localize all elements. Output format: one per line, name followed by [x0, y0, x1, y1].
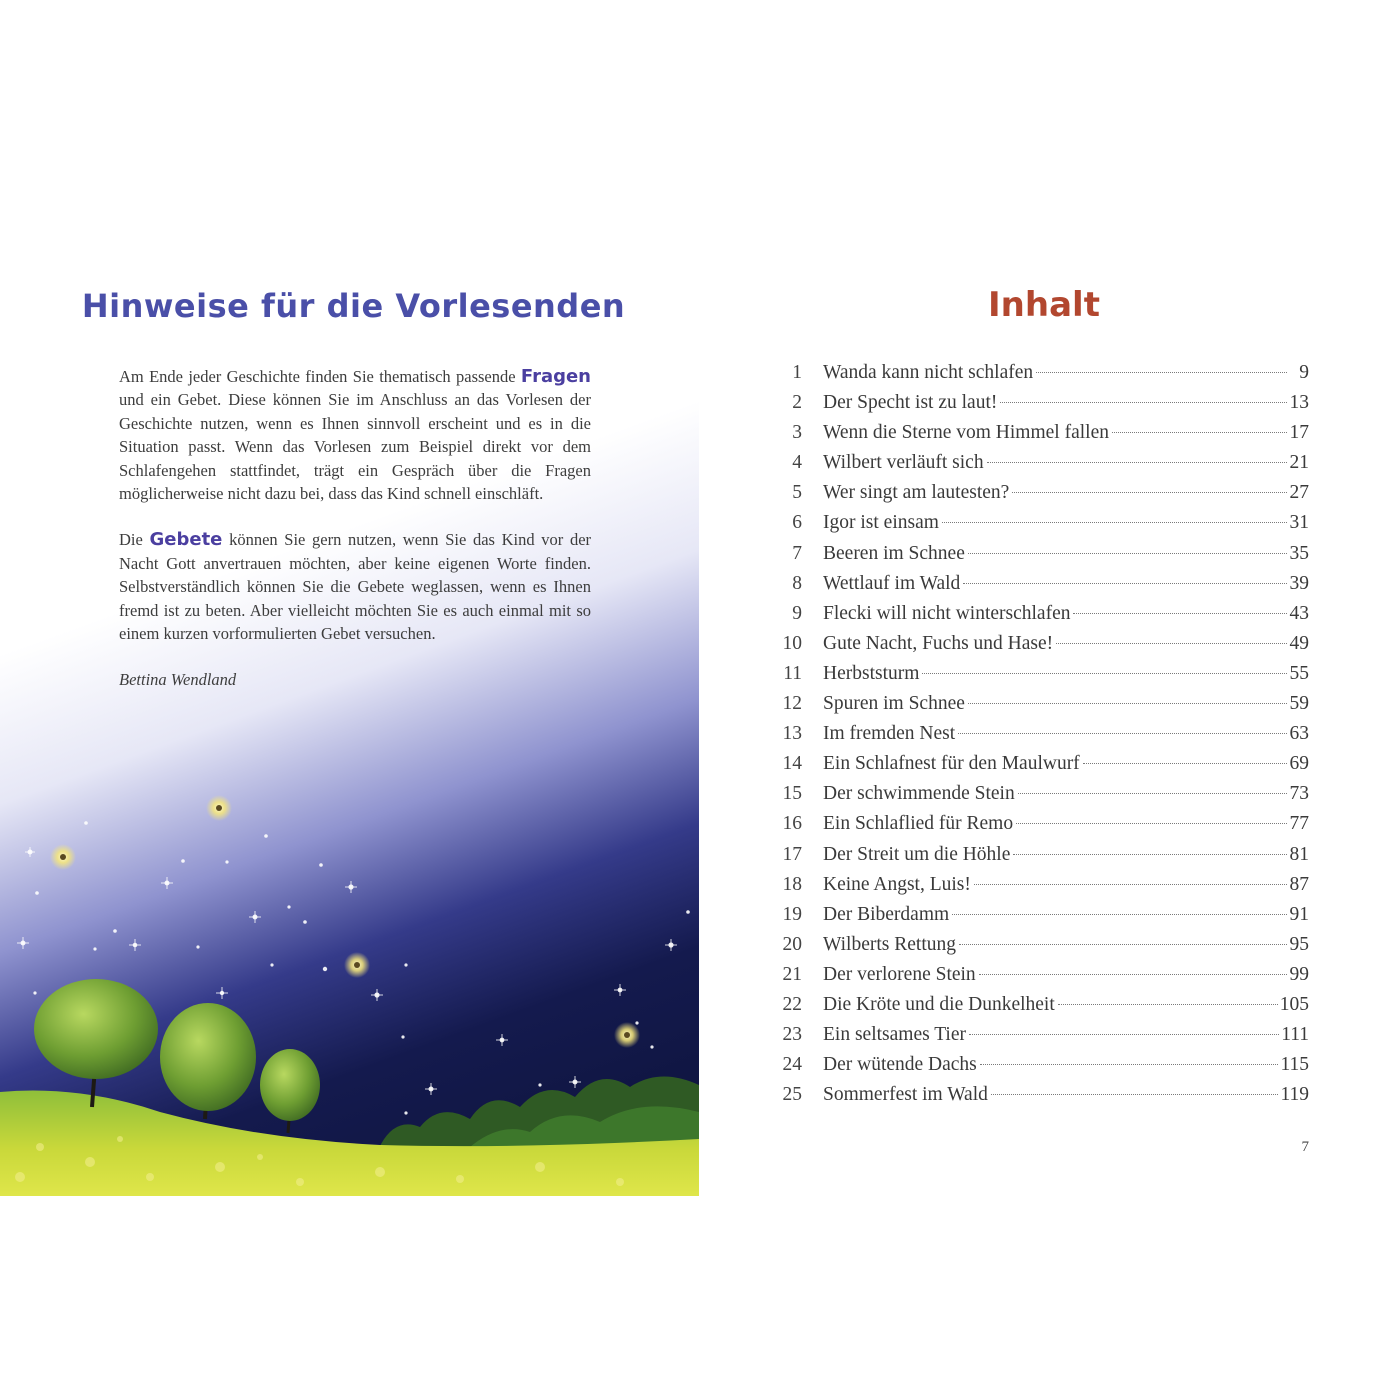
highlight-fragen: Fragen: [520, 366, 591, 387]
toc-entry-number: 3: [792, 422, 802, 444]
paragraph-questions: [119, 365, 591, 505]
toc-entry: [775, 1084, 1309, 1114]
toc-entry-number: 14: [782, 753, 802, 775]
toc-dot-leader: [1018, 793, 1287, 794]
toc-dot-leader: [968, 703, 1287, 704]
page-number: 7: [1301, 1139, 1309, 1155]
toc-entry-page: 17: [1289, 422, 1309, 444]
toc-entry-page: 31: [1289, 512, 1309, 534]
toc-dot-leader: [1000, 402, 1287, 403]
toc-entry: [775, 663, 1309, 693]
toc-entry-number: 21: [782, 963, 802, 985]
toc-entry-page: 115: [1280, 1054, 1309, 1076]
toc-entry-page: 39: [1289, 572, 1309, 594]
toc-entry: [775, 512, 1309, 542]
toc-entry-title: Flecki will nicht winterschlafen: [823, 602, 1071, 624]
toc-entry: [775, 482, 1309, 512]
toc-entry-title: Herbststurm: [823, 662, 920, 684]
toc-entry-page: 49: [1289, 632, 1309, 654]
toc-entry: [775, 874, 1309, 904]
toc-entry-number: 15: [782, 783, 802, 805]
toc-entry-number: 18: [782, 873, 802, 895]
toc-dot-leader: [1083, 763, 1287, 764]
toc-entry-number: 13: [782, 723, 802, 745]
toc-entry: [775, 964, 1309, 994]
toc-entry-number: 1: [792, 362, 802, 383]
toc-entry: [775, 573, 1309, 603]
toc-entry-number: 25: [782, 1084, 802, 1106]
toc-entry-title: Keine Angst, Luis!: [823, 873, 971, 895]
toc-entry-page: 87: [1289, 873, 1309, 895]
toc-entry: [775, 392, 1309, 422]
toc-entry-title: Spuren im Schnee: [823, 693, 965, 715]
toc-title: Inhalt: [988, 285, 1100, 325]
toc-entry-page: 55: [1289, 662, 1309, 684]
toc-entry-number: 6: [792, 512, 802, 534]
toc-entry-title: Wanda kann nicht schlafen: [823, 362, 1034, 383]
toc-dot-leader: [958, 733, 1287, 734]
toc-entry-number: 19: [782, 903, 802, 925]
toc-entry-page: 81: [1289, 843, 1309, 865]
toc-entry: [775, 753, 1309, 783]
toc-entry: [775, 422, 1309, 452]
paragraph-text: Am Ende jeder Geschichte finden Sie thematisch passende: [119, 367, 516, 386]
toc-entry: [775, 603, 1309, 633]
toc-entry-page: 59: [1289, 693, 1309, 715]
left-page-body: [119, 365, 591, 715]
toc-entry-page: 73: [1289, 783, 1309, 805]
toc-entry-title: Wilbert verläuft sich: [823, 452, 984, 474]
toc-entry-number: 7: [792, 542, 802, 564]
toc-entry-title: Ein Schlaflied für Remo: [823, 813, 1014, 835]
toc-dot-leader: [1058, 1004, 1278, 1005]
toc-entry: [775, 783, 1309, 813]
toc-entry-title: Wettlauf im Wald: [823, 572, 961, 594]
toc-entry: [775, 452, 1309, 482]
toc-entry-page: 95: [1289, 933, 1309, 955]
table-of-contents: [775, 362, 1309, 1114]
toc-entry-title: Der Biberdamm: [823, 903, 950, 925]
left-page: [0, 207, 699, 1196]
toc-entry: [775, 362, 1309, 392]
toc-dot-leader: [1056, 643, 1287, 644]
toc-entry-title: Beeren im Schnee: [823, 542, 965, 564]
toc-entry-number: 23: [782, 1024, 802, 1046]
toc-entry-title: Ein Schlafnest für den Maulwurf: [823, 753, 1080, 775]
toc-dot-leader: [1012, 492, 1287, 493]
toc-entry: [775, 633, 1309, 663]
toc-entry-number: 11: [783, 662, 802, 684]
toc-entry-page: 63: [1289, 723, 1309, 745]
highlight-gebete: Gebete: [149, 529, 223, 551]
toc-entry-number: 16: [782, 813, 802, 835]
left-page-title: Hinweise für die Vorlesenden: [81, 287, 626, 325]
paragraph-text: Die: [119, 530, 143, 550]
toc-entry-title: Wer singt am lautesten?: [823, 482, 1010, 504]
toc-entry-page: 77: [1289, 813, 1309, 835]
toc-entry-page: 99: [1289, 963, 1309, 985]
toc-entry-title: Der wütende Dachs: [823, 1054, 977, 1076]
toc-entry-page: 9: [1299, 362, 1309, 383]
toc-entry-page: 69: [1289, 753, 1309, 775]
right-page: [699, 207, 1400, 1196]
toc-entry: [775, 813, 1309, 843]
toc-entry-title: Der verlorene Stein: [823, 963, 976, 985]
toc-entry-title: Wenn die Sterne vom Himmel fallen: [823, 422, 1109, 444]
night-meadow-illustration: [0, 767, 699, 1196]
toc-dot-leader: [980, 1064, 1279, 1065]
toc-entry-page: 119: [1280, 1084, 1309, 1106]
toc-entry: [775, 693, 1309, 723]
toc-entry-title: Ein seltsames Tier: [823, 1024, 967, 1046]
toc-entry-number: 12: [782, 693, 802, 715]
toc-dot-leader: [952, 914, 1287, 915]
toc-entry-title: Sommerfest im Wald: [823, 1084, 988, 1106]
book-spread: [0, 207, 1400, 1196]
toc-entry: [775, 904, 1309, 934]
toc-entry: [775, 543, 1309, 573]
toc-dot-leader: [1016, 823, 1287, 824]
toc-dot-leader: [1013, 854, 1287, 855]
toc-entry-page: 111: [1281, 1024, 1309, 1046]
toc-entry: [775, 1024, 1309, 1054]
toc-entry-number: 20: [782, 933, 802, 955]
toc-entry-number: 5: [792, 482, 802, 504]
toc-entry-page: 91: [1289, 903, 1309, 925]
toc-entry-page: 105: [1279, 993, 1309, 1015]
toc-entry: [775, 723, 1309, 753]
toc-entry-number: 22: [782, 993, 802, 1015]
toc-dot-leader: [1036, 372, 1287, 373]
toc-entry-number: 4: [792, 452, 802, 474]
toc-dot-leader: [1112, 432, 1287, 433]
toc-entry-page: 21: [1289, 452, 1309, 474]
toc-dot-leader: [969, 1034, 1279, 1035]
toc-dot-leader: [1073, 613, 1287, 614]
toc-entry-title: Igor ist einsam: [823, 512, 939, 534]
toc-dot-leader: [974, 884, 1287, 885]
toc-dot-leader: [963, 583, 1287, 584]
paragraph-text: und ein Gebet. Diese können Sie im Anschluss an das Vorlesen der Geschichte nutzen, wenn es Ihnen sinnvoll erscheint und es in die Situation passt. Wenn das Vorlesen zum Beispiel direkt vor dem Schlafengehen stattfindet, trägt ein Gespräch über die Fragen möglicherweise nicht dazu bei, dass das Kind schnell einschläft.: [119, 390, 591, 504]
toc-dot-leader: [959, 944, 1287, 945]
toc-entry-title: Im fremden Nest: [823, 723, 956, 745]
toc-entry-number: 17: [782, 843, 802, 865]
toc-dot-leader: [979, 974, 1287, 975]
toc-dot-leader: [942, 522, 1287, 523]
toc-dot-leader: [922, 673, 1287, 674]
toc-entry-title: Der schwimmende Stein: [823, 783, 1015, 805]
toc-entry-number: 24: [782, 1054, 802, 1076]
toc-entry-number: 8: [792, 572, 802, 594]
toc-entry-page: 43: [1289, 602, 1309, 624]
toc-dot-leader: [987, 462, 1287, 463]
paragraph-prayers: [119, 528, 591, 645]
toc-entry-page: 35: [1289, 542, 1309, 564]
toc-entry-number: 10: [782, 632, 802, 654]
toc-entry: [775, 1054, 1309, 1084]
toc-dot-leader: [968, 553, 1287, 554]
toc-entry-title: Der Streit um die Höhle: [823, 843, 1011, 865]
toc-entry-title: Wilberts Rettung: [823, 933, 956, 955]
toc-entry-page: 13: [1289, 392, 1309, 414]
paragraph-text: können Sie gern nutzen, wenn Sie das Kind vor der Nacht Gott anvertrauen möchten, aber keine eigenen Worte finden. Selbstverständlich können Sie die Gebete weglassen, wenn es Ihnen fremd ist zu beten. Aber vielleicht möchten Sie es auch einmal mit so einem kurzen vorformulierten Gebet versuchen.: [119, 530, 592, 644]
toc-entry-page: 27: [1289, 482, 1309, 504]
toc-entry: [775, 934, 1309, 964]
toc-entry-number: 9: [792, 602, 802, 624]
toc-entry-title: Die Kröte und die Dunkelheit: [823, 993, 1055, 1015]
toc-entry: [775, 844, 1309, 874]
toc-entry-title: Der Specht ist zu laut!: [823, 392, 998, 414]
author-signature: Bettina Wendland: [119, 670, 237, 690]
toc-dot-leader: [991, 1094, 1279, 1095]
toc-entry: [775, 994, 1309, 1024]
toc-entry-number: 2: [792, 392, 802, 414]
toc-entry-title: Gute Nacht, Fuchs und Hase!: [823, 632, 1054, 654]
